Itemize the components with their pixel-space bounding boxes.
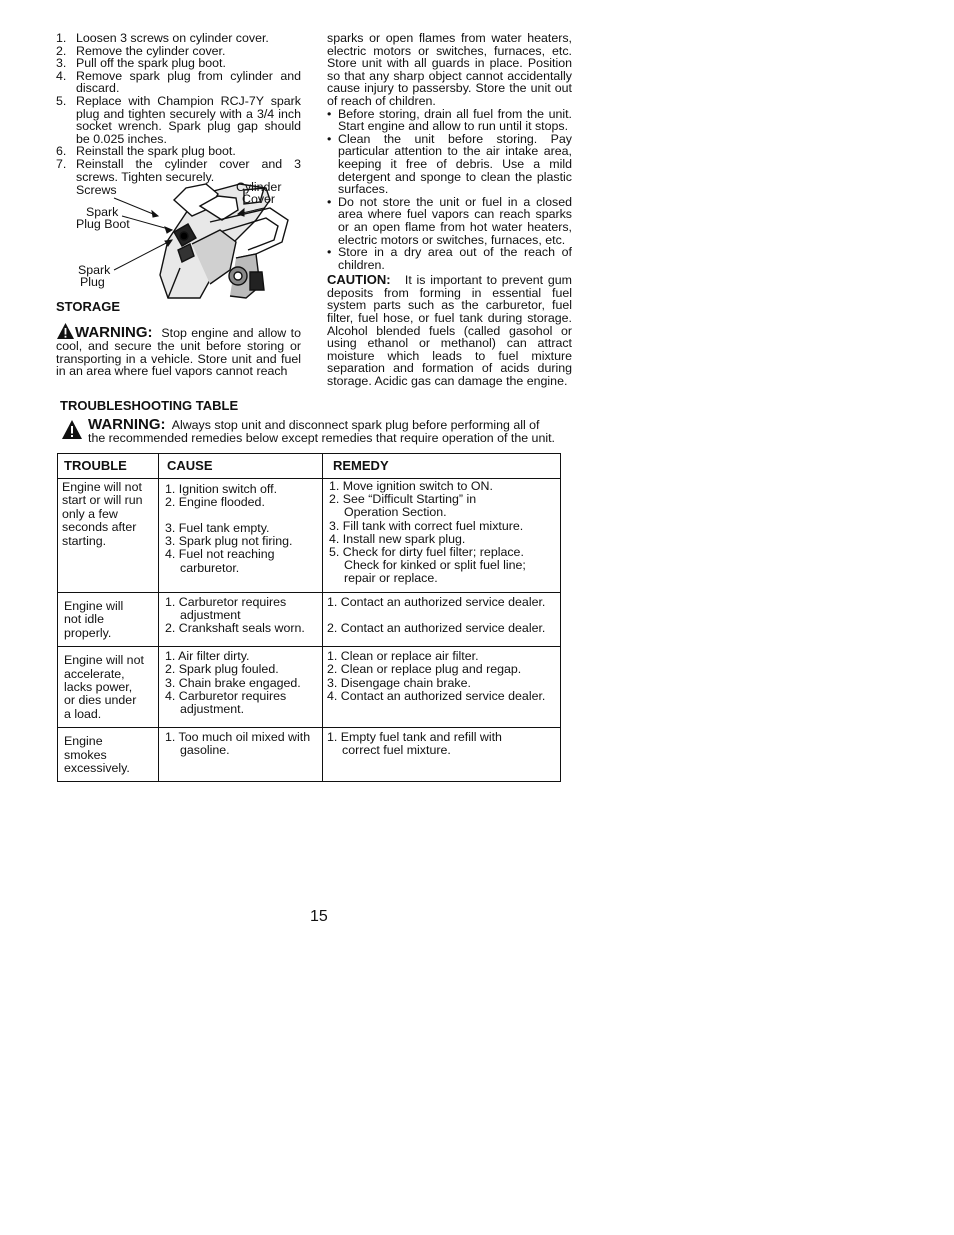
remedy-line: 1. Contact an authorized service dealer. xyxy=(327,595,546,609)
cause-line: 2. Crankshaft seals worn. xyxy=(165,621,305,636)
trouble-line: a load. xyxy=(64,706,102,721)
cause-line: 1. Carburetor requires xyxy=(165,595,287,609)
chainsaw-figure xyxy=(60,180,310,305)
cause-line: 3. Chain brake engaged. xyxy=(165,675,301,690)
bullet-text: Do not store the unit or fuel in a closed area where fuel vapors can reach sparks or an open flame from hot water heaters, electric motors or switches, furnaces, etc. xyxy=(338,194,572,247)
step-item xyxy=(56,95,301,145)
cause-line: adjustment xyxy=(180,608,241,623)
table-row xyxy=(58,479,561,593)
step-number: 1. xyxy=(56,31,67,45)
cause-text xyxy=(159,647,322,722)
step-text: Replace with Champion RCJ-7Y spark plug and tighten securely with a 3/4 inch socket wrench. Spark plug gap should be 0.025 inches. xyxy=(76,93,301,146)
storage-bullet xyxy=(327,246,572,271)
step-number: 7. xyxy=(56,156,67,171)
cause-line: 2. Engine flooded. xyxy=(165,495,265,510)
remedy-text xyxy=(323,728,560,763)
trouble-text xyxy=(58,479,158,554)
header-cause: CAUSE xyxy=(159,454,323,479)
storage-warning-continued: sparks or open flames from water heaters, electric motors or switches, furnaces, etc. Store unit with all guards in place. Position so that any sharp object cannot accidentally cause injury to passersby. Store the unit out of reach of children. xyxy=(327,31,572,108)
remedy-text xyxy=(323,647,560,709)
label-cylinder-cover-line1: Cylinder xyxy=(236,180,282,194)
cause-line: gasoline. xyxy=(180,743,230,758)
trouble-line: Engine will xyxy=(64,599,124,613)
remedy-line: 2. Contact an authorized service dealer. xyxy=(327,620,546,635)
storage-bullet xyxy=(327,133,572,196)
trouble-line: Engine xyxy=(64,734,103,749)
trouble-text xyxy=(58,728,158,781)
remedy-line: 1. Empty fuel tank and refill with xyxy=(327,730,502,745)
step-text: Reinstall the cylinder cover and 3 screws. Tighten securely. xyxy=(76,156,301,184)
table-row xyxy=(58,593,561,647)
cause-cell xyxy=(159,593,323,647)
trouble-line: only a few xyxy=(62,506,118,521)
troubleshooting-warning xyxy=(60,416,570,445)
cause-text xyxy=(159,728,322,763)
cause-line: 3. Fuel tank empty. xyxy=(165,521,270,535)
step-item xyxy=(56,70,301,95)
remedy-line: Check for kinked or split fuel line; xyxy=(344,558,526,573)
trouble-line: starting. xyxy=(62,533,107,548)
trouble-line: start or will run xyxy=(62,493,143,508)
remedy-cell xyxy=(323,593,561,647)
remedy-line: 1. Move ignition switch to ON. xyxy=(329,479,493,493)
cause-line: 4. Carburetor requires xyxy=(165,688,287,703)
trouble-text xyxy=(58,647,158,727)
trouble-line: accelerate, xyxy=(64,666,125,681)
warning-triangle-icon xyxy=(56,322,75,340)
storage-warning-text: Stop engine and allow to cool, and secure the unit before storing or transporting in a vehicle. Store unit and fuel in an area where fuel vapors cannot reach xyxy=(56,326,301,379)
trouble-line: properly. xyxy=(64,625,112,640)
table-row xyxy=(58,728,561,782)
trouble-cell xyxy=(58,728,159,782)
bullet-dot-icon: • xyxy=(327,131,332,146)
trouble-text xyxy=(58,593,158,646)
step-text: Remove the cylinder cover. xyxy=(76,43,226,58)
remedy-line: 3. Disengage chain brake. xyxy=(327,675,471,690)
remedy-cell xyxy=(323,479,561,593)
caution-word: CAUTION: xyxy=(327,272,391,288)
trouble-line: Engine will not xyxy=(62,480,142,494)
remedy-line: 5. Check for dirty fuel filter; replace. xyxy=(329,545,524,560)
step-text: Loosen 3 screws on cylinder cover. xyxy=(76,31,269,45)
storage-warning xyxy=(56,322,301,378)
remedy-line: Operation Section. xyxy=(344,505,447,520)
step-number: 2. xyxy=(56,43,67,58)
caution-paragraph xyxy=(327,274,572,387)
troubleshooting-table xyxy=(57,453,561,782)
bullet-text: Before storing, drain all fuel from the unit. Start engine and allow to run until it stops. xyxy=(338,106,572,134)
cause-line: adjustment. xyxy=(180,702,245,717)
troubleshooting-heading: TROUBLESHOOTING TABLE xyxy=(60,398,239,413)
trouble-line: not idle xyxy=(64,612,104,627)
cause-text xyxy=(159,479,322,581)
cause-cell xyxy=(159,479,323,593)
trouble-line: lacks power, xyxy=(64,680,133,695)
cause-line: 1. Too much oil mixed with xyxy=(165,730,311,745)
remedy-line: 3. Fill tank with correct fuel mixture. xyxy=(329,518,524,533)
cause-cell xyxy=(159,647,323,728)
remedy-line: repair or replace. xyxy=(344,571,438,586)
cause-line: 2. Spark plug fouled. xyxy=(165,662,279,677)
remedy-text xyxy=(323,593,560,641)
header-trouble: TROUBLE xyxy=(58,454,159,479)
troubleshooting-warning-line2: the recommended remedies below except remedies that require operation of the unit. xyxy=(88,430,555,445)
step-number: 3. xyxy=(56,56,67,71)
remedy-line: 2. Clean or replace plug and regap. xyxy=(327,662,522,677)
remedy-line: 4. Contact an authorized service dealer. xyxy=(327,688,546,703)
cause-cell xyxy=(159,728,323,782)
step-number: 5. xyxy=(56,93,67,108)
spacer xyxy=(327,609,556,622)
storage-bullet xyxy=(327,108,572,133)
remedy-line: 2. See “Difficult Starting” in xyxy=(329,492,477,507)
label-cylinder-cover-line2: Cover xyxy=(242,192,276,206)
remedy-cell xyxy=(323,728,561,782)
remedy-cell xyxy=(323,647,561,728)
page-number: 15 xyxy=(310,908,328,925)
label-spark-plug-boot-line1: Spark xyxy=(86,205,119,219)
bullet-dot-icon: • xyxy=(327,106,332,121)
step-text: Remove spark plug from cylinder and discard. xyxy=(76,68,301,96)
step-number: 4. xyxy=(56,68,67,83)
remedy-line: correct fuel mixture. xyxy=(342,743,451,758)
cause-line: carburetor. xyxy=(180,560,240,575)
storage-bullet xyxy=(327,196,572,246)
storage-warning-word: WARNING: xyxy=(75,324,153,341)
storage-bullets xyxy=(327,108,572,272)
step-text: Reinstall the spark plug boot. xyxy=(76,144,236,159)
label-spark-plug-line2: Plug xyxy=(80,275,105,289)
trouble-line: or dies under xyxy=(64,693,137,708)
trouble-line: seconds after xyxy=(62,520,137,535)
warning-triangle-icon xyxy=(61,419,83,440)
table-row xyxy=(58,647,561,728)
replacement-steps xyxy=(56,32,301,183)
step-number: 6. xyxy=(56,144,67,159)
trouble-line: excessively. xyxy=(64,761,130,776)
cause-line: 3. Spark plug not firing. xyxy=(165,534,293,549)
bullet-dot-icon: • xyxy=(327,194,332,209)
remedy-text xyxy=(323,479,560,592)
remedy-line: 1. Clean or replace air filter. xyxy=(327,649,479,664)
storage-right-column xyxy=(327,32,572,388)
step-text: Pull off the spark plug boot. xyxy=(76,56,226,71)
storage-heading: STORAGE xyxy=(56,299,121,314)
bullet-dot-icon: • xyxy=(327,245,332,260)
cause-text xyxy=(159,593,322,642)
trouble-line: Engine will not xyxy=(64,653,144,668)
cause-line: 1. Air filter dirty. xyxy=(165,649,250,664)
cause-line: 4. Fuel not reaching xyxy=(165,547,275,562)
trouble-cell xyxy=(58,647,159,728)
troubleshooting-warning-word: WARNING: xyxy=(88,416,166,433)
trouble-line: smokes xyxy=(64,747,107,762)
trouble-cell xyxy=(58,593,159,647)
label-spark-plug-boot-line2: Plug Boot xyxy=(76,217,130,231)
label-spark-plug-line1: Spark xyxy=(78,263,111,277)
troubleshooting-warning-line1: Always stop unit and disconnect spark plug before performing all of xyxy=(171,418,540,432)
bullet-text: Store in a dry area out of the reach of children. xyxy=(338,245,572,272)
header-remedy: REMEDY xyxy=(323,454,561,479)
remedy-line: 4. Install new spark plug. xyxy=(329,531,466,546)
label-screws: Screws xyxy=(76,183,117,197)
caution-text: It is important to prevent gum deposits from forming in essential fuel system parts such as the carburetor, fuel filter, fuel hose, or fuel tank during storage. Alcohol blended fuels (called gasohol or using ethanol or methanol) can attract moisture which leads to fuel mixture separation and formation of acids during storage. Acidic gas can damage the engine. xyxy=(327,273,572,389)
table-header-row xyxy=(58,454,561,479)
trouble-cell xyxy=(58,479,159,593)
bullet-text: Clean the unit before storing. Pay particular attention to the air intake area, keeping it free of debris. Use a mild detergent and sponge to clean the plastic surfaces. xyxy=(338,131,572,197)
cause-line: 1. Ignition switch off. xyxy=(165,482,278,496)
